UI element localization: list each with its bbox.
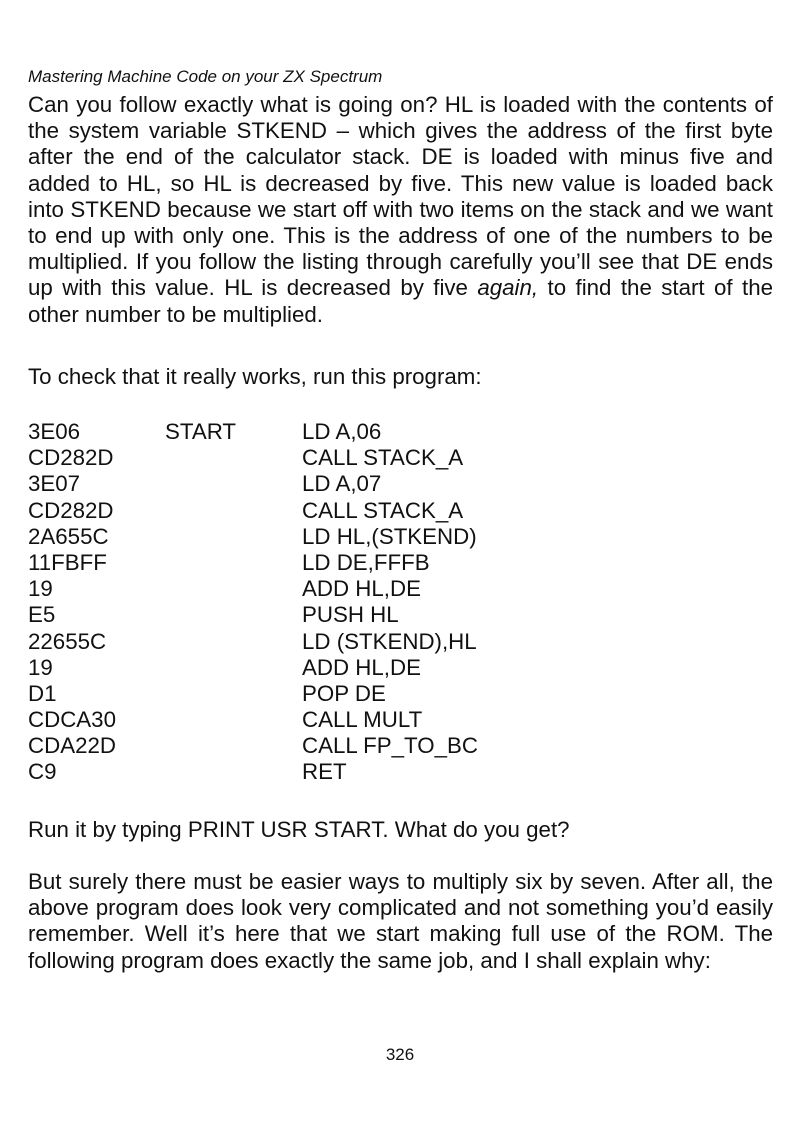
listing-instruction: POP DE — [302, 680, 386, 706]
listing-instruction: LD A,06 — [302, 419, 382, 444]
listing-instruction: LD DE,FFFB — [302, 549, 430, 575]
listing-instruction: LD (STKEND),HL — [302, 628, 477, 654]
emphasis-text: again, — [477, 275, 539, 301]
listing-row — [28, 629, 773, 655]
listing-hex: 19 — [28, 576, 53, 602]
listing-hex: E5 — [28, 602, 56, 628]
listing-hex: D1 — [28, 680, 57, 706]
listing-hex: 3E06 — [28, 419, 81, 444]
listing-label — [165, 550, 302, 576]
listing-label — [165, 655, 302, 681]
listing-hex: CDA22D — [28, 733, 116, 759]
listing-hex: 19 — [28, 654, 53, 680]
listing-instruction: ADD HL,DE — [302, 654, 421, 680]
paragraph-run-instruction: Run it by typing PRINT USR START. What do you get? — [28, 817, 570, 842]
listing-instruction: RET — [302, 759, 347, 785]
listing-hex: CD282D — [28, 445, 114, 471]
listing-label — [165, 576, 302, 602]
paragraph-explanation — [28, 92, 773, 328]
page-number: 326 — [385, 1045, 415, 1064]
listing-instruction: CALL STACK_A — [302, 497, 464, 523]
listing-row — [28, 419, 773, 445]
listing-row — [28, 602, 773, 628]
listing-label — [165, 524, 302, 550]
listing-row — [28, 655, 773, 681]
listing-hex: 22655C — [28, 628, 107, 654]
listing-hex: CD282D — [28, 497, 114, 523]
listing-row — [28, 524, 773, 550]
listing-label — [165, 445, 302, 471]
listing-hex: 3E07 — [28, 471, 81, 497]
paragraph-intro-listing: To check that it really works, run this program: — [28, 364, 482, 389]
listing-instruction: PUSH HL — [302, 602, 399, 628]
listing-label — [165, 602, 302, 628]
listing-label: START — [165, 419, 237, 444]
listing-row — [28, 445, 773, 471]
listing-hex: CDCA30 — [28, 707, 116, 733]
listing-instruction: CALL STACK_A — [302, 445, 464, 471]
listing-instruction: CALL FP_TO_BC — [302, 733, 478, 759]
code-listing — [28, 419, 773, 786]
listing-instruction: LD A,07 — [302, 471, 382, 497]
listing-row — [28, 576, 773, 602]
listing-label — [165, 498, 302, 524]
listing-hex: 2A655C — [28, 523, 109, 549]
listing-label — [165, 629, 302, 655]
running-header: Mastering Machine Code on your ZX Spectrum — [28, 67, 383, 86]
listing-label — [165, 471, 302, 497]
listing-instruction: LD HL,(STKEND) — [302, 523, 477, 549]
paragraph-rom-intro: But surely there must be easier ways to multiply six by seven. After all, the above program does look very complicated and not something you’d easily remember. Well it’s here that we start making full use of the ROM. The following program does exactly the same job, and I shall explain why: — [28, 869, 773, 973]
listing-label — [165, 681, 302, 707]
listing-instruction: CALL MULT — [302, 707, 423, 733]
paragraph-text: to find the start of the other number to be multiplied. — [28, 275, 773, 327]
listing-label — [165, 733, 302, 759]
paragraph-text: Can you follow exactly what is going on? HL is loaded with the contents of the system variable STKEND – which gives the address of the first byte after the end of the calculator stack. DE is loaded with minus five and added to HL, so HL is decreased by five. This new value is loaded back into STKEND because we start off with two items on the stack and we want to end up with only one. This is the address of one of the numbers to be multiplied. If you follow the listing through carefully you’ll see that DE ends up with this value. HL is decreased by five — [28, 92, 773, 301]
listing-row — [28, 681, 773, 707]
listing-label — [165, 759, 302, 785]
listing-label — [165, 707, 302, 733]
listing-row — [28, 759, 773, 785]
listing-hex: C9 — [28, 759, 57, 785]
listing-row — [28, 733, 773, 759]
listing-instruction: ADD HL,DE — [302, 576, 421, 602]
listing-row — [28, 471, 773, 497]
listing-row — [28, 498, 773, 524]
listing-hex: 11FBFF — [28, 549, 107, 575]
listing-row — [28, 550, 773, 576]
listing-row — [28, 707, 773, 733]
